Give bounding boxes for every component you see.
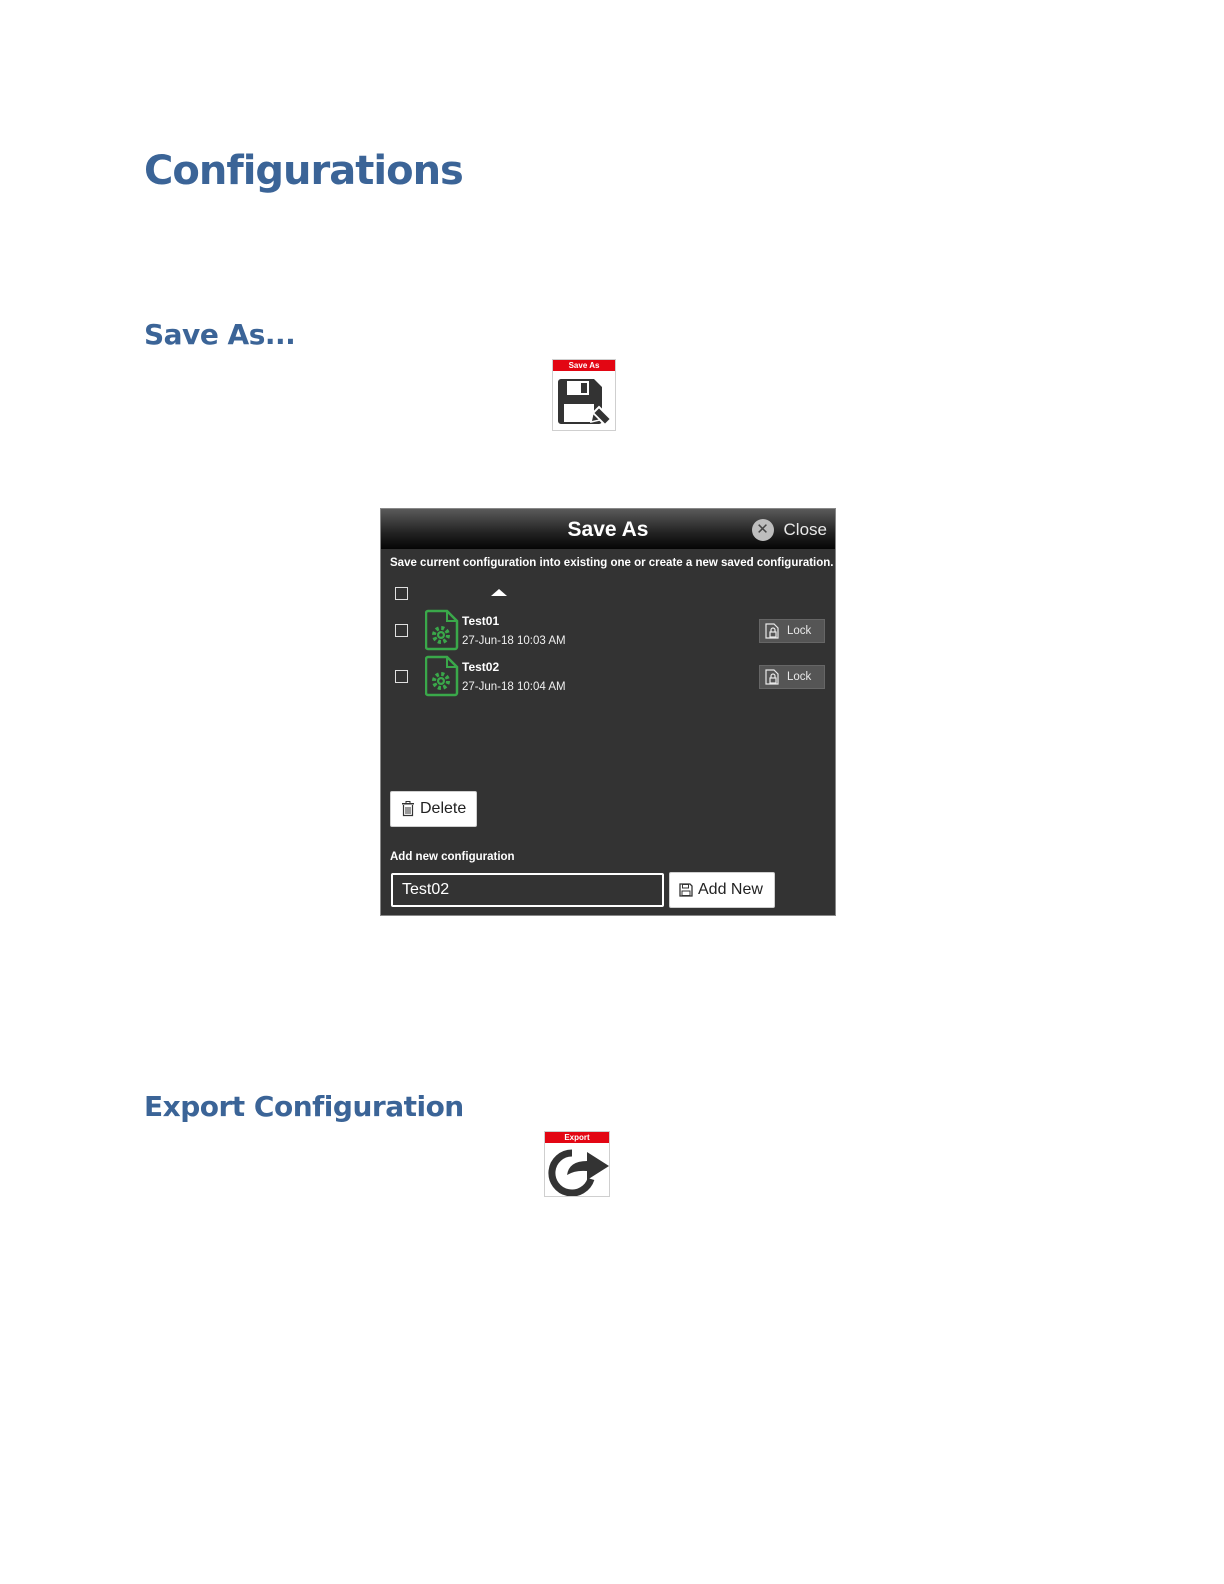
config-file-icon [425,655,459,697]
sort-ascending-icon[interactable] [491,589,507,596]
new-config-name-input[interactable] [391,873,664,907]
config-name: Test02 [462,660,500,674]
delete-label: Delete [420,800,467,817]
select-all-checkbox[interactable] [395,587,408,600]
save-as-dialog [380,508,836,916]
section-heading-save-as: Save As... [144,318,296,351]
page-title: Configurations [144,148,463,194]
lock-label: Lock [787,625,812,637]
lock-button[interactable] [759,665,825,689]
save-icon [679,883,693,897]
add-new-button[interactable] [669,872,775,908]
lock-file-icon [765,669,779,685]
section-heading-export: Export Configuration [144,1090,464,1123]
delete-button[interactable] [390,791,477,827]
config-date: 27-Jun-18 10:04 AM [462,681,566,693]
lock-button[interactable] [759,619,825,643]
close-button[interactable] [752,518,827,542]
save-as-toolbar-button[interactable] [552,359,616,431]
dialog-title: Save As [567,518,649,541]
add-new-label: Add New [698,881,763,898]
config-date: 27-Jun-18 10:03 AM [462,635,566,647]
config-name: Test01 [462,614,500,628]
trash-icon [401,801,415,817]
lock-label: Lock [787,671,812,683]
close-icon: ✕ [752,519,774,541]
lock-file-icon [765,623,779,639]
export-caption: Export [545,1132,609,1143]
close-label: Close [783,520,827,539]
export-arrow-icon [545,1143,609,1197]
save-as-caption: Save As [553,360,615,371]
row-checkbox[interactable] [395,624,408,637]
row-checkbox[interactable] [395,670,408,683]
config-file-icon [425,609,459,651]
dialog-description: Save current configuration into existing one or create a new saved configuration. [390,557,834,569]
floppy-disk-pencil-icon [553,371,615,431]
add-config-label: Add new configuration [390,851,515,863]
dialog-header [381,509,835,549]
export-toolbar-button[interactable] [544,1131,610,1197]
